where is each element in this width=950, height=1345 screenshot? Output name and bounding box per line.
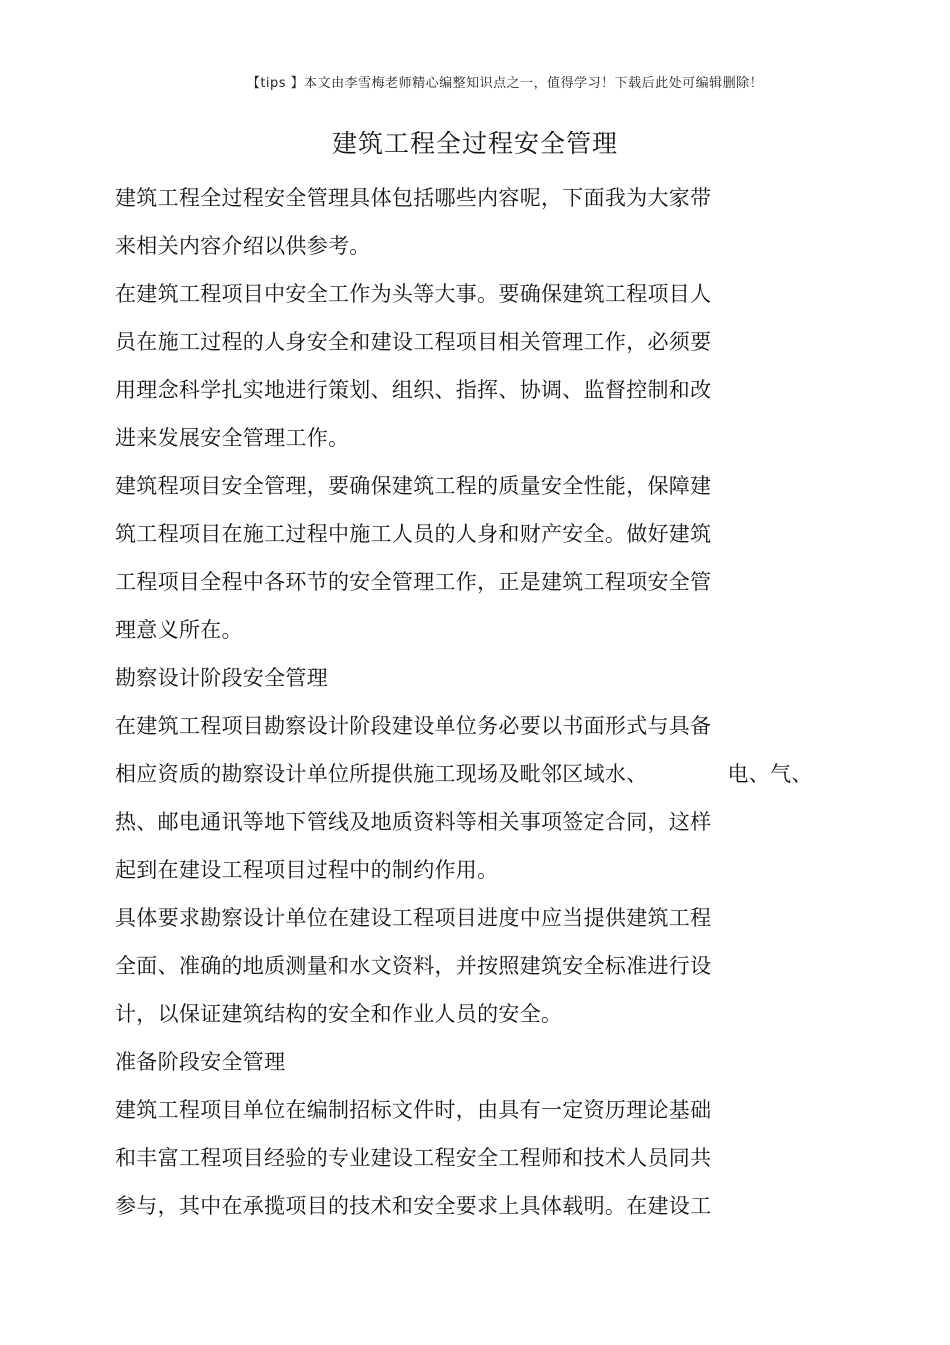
document-title: 建筑工程全过程安全管理	[331, 129, 618, 158]
paragraph-line: 建筑程项目安全管理，要确保建筑工程的质量安全性能，保障建	[115, 474, 712, 498]
paragraph-line: 具体要求勘察设计单位在建设工程项目进度中应当提供建筑工程	[115, 906, 712, 930]
paragraph-line: 来相关内容介绍以供参考。	[115, 234, 371, 258]
paragraph-line: 建筑工程项目单位在编制招标文件时，由具有一定资历理论基础	[115, 1098, 712, 1122]
section-heading: 准备阶段安全管理	[115, 1050, 286, 1074]
paragraph-line: 和丰富工程项目经验的专业建设工程安全工程师和技术人员同共	[115, 1146, 712, 1170]
paragraph-line: 在建筑工程项目勘察设计阶段建设单位务必要以书面形式与具备	[115, 714, 712, 738]
paragraph-line: 员在施工过程的人身安全和建设工程项目相关管理工作，必须要	[115, 330, 712, 354]
paragraph-line: 在建筑工程项目中安全工作为头等大事。要确保建筑工程项目人	[115, 282, 712, 306]
section-heading: 勘察设计阶段安全管理	[115, 666, 328, 690]
paragraph-line: 理意义所在。	[115, 618, 243, 642]
paragraph-line: 起到在建设工程项目过程中的制约作用。	[115, 858, 499, 882]
paragraph-line: 工程项目全程中各环节的安全管理工作，正是建筑工程项安全管	[115, 570, 712, 594]
tips-text: 【tips 】本文由李雪梅老师精心编整知识点之一，值得学习！下载后此处可编辑删除！	[246, 76, 764, 91]
paragraph-line: 全面、准确的地质测量和水文资料，并按照建筑安全标准进行设	[115, 954, 712, 978]
paragraph-line: 用理念科学扎实地进行策划、组织、指挥、协调、监督控制和改	[115, 378, 712, 402]
line-text-end: 电、气、	[727, 762, 813, 786]
paragraph-line	[115, 750, 835, 798]
line-text-start: 相应资质的勘察设计单位所提供施工现场及毗邻区域水、	[115, 762, 648, 786]
tips-header	[0, 72, 950, 91]
document-body	[115, 174, 835, 1230]
paragraph-line: 建筑工程全过程安全管理具体包括哪些内容呢，下面我为大家带	[115, 186, 712, 210]
paragraph-line: 热、邮电通讯等地下管线及地质资料等相关事项签定合同，这样	[115, 810, 712, 834]
paragraph-line: 计，以保证建筑结构的安全和作业人员的安全。	[115, 1002, 563, 1026]
paragraph-line: 进来发展安全管理工作。	[115, 426, 350, 450]
paragraph-line: 筑工程项目在施工过程中施工人员的人身和财产安全。做好建筑	[115, 522, 712, 546]
paragraph-line: 参与，其中在承揽项目的技术和安全要求上具体载明。在建设工	[115, 1194, 712, 1218]
